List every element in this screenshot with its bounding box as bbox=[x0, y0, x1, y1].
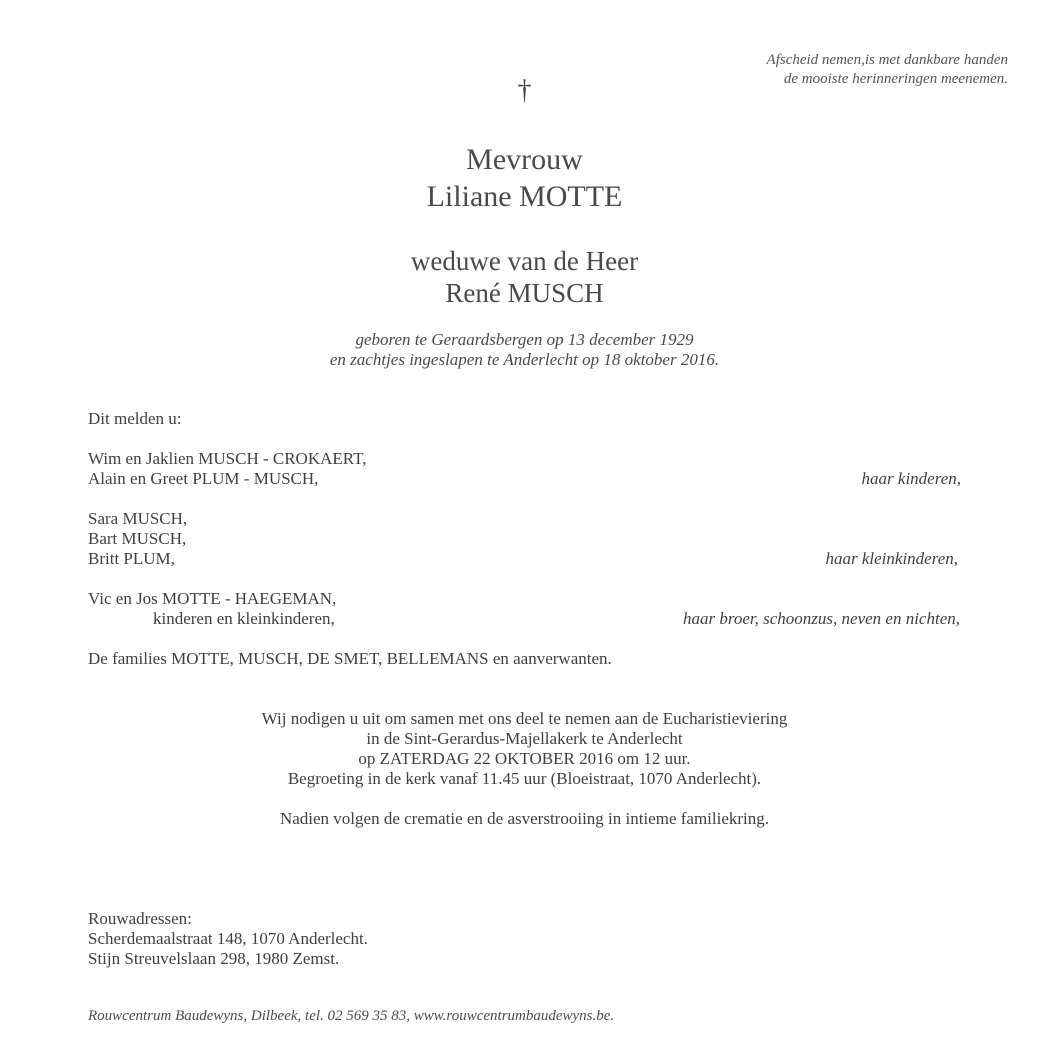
children-line-2: Alain en Greet PLUM - MUSCH, haar kinderen, bbox=[88, 469, 961, 488]
children-relation: haar kinderen, bbox=[861, 469, 961, 488]
addresses-label: Rouwadressen: bbox=[88, 909, 192, 928]
grandchild-line-3: Britt PLUM, haar kleinkinderen, bbox=[88, 549, 958, 568]
address-line-2: Stijn Streuvelslaan 298, 1980 Zemst. bbox=[88, 949, 340, 968]
invitation-line-3: op ZATERDAG 22 OKTOBER 2016 om 12 uur. bbox=[358, 749, 691, 768]
families-line: De families MOTTE, MUSCH, DE SMET, BELLEMANS en aanverwanten. bbox=[88, 649, 612, 668]
invitation-block bbox=[0, 709, 1049, 829]
spouse-name: René MUSCH bbox=[445, 278, 604, 308]
death-line: en zachtjes ingeslapen te Anderlecht op 18 oktober 2016. bbox=[329, 350, 720, 369]
invitation-line-4: Begroeting in de kerk vanaf 11.45 uur (Bloeistraat, 1070 Anderlecht). bbox=[287, 769, 762, 788]
brother-relation: haar broer, schoonzus, neven en nichten, bbox=[683, 609, 960, 628]
grandchild-line-1: Sara MUSCH, bbox=[88, 509, 188, 528]
grandchildren-relation: haar kleinkinderen, bbox=[825, 549, 958, 568]
invitation-line-1: Wij nodigen u uit om samen met ons deel te nemen aan de Eucharistieviering bbox=[261, 709, 788, 728]
birth-line: geboren te Geraardsbergen op 13 december 1929 bbox=[355, 330, 694, 349]
invitation-line-2: in de Sint-Gerardus-Majellakerk te Anderlecht bbox=[366, 729, 683, 748]
spouse-intro: weduwe van de Heer bbox=[410, 246, 639, 276]
deceased-title: Mevrouw bbox=[466, 143, 583, 176]
quote-line-1: Afscheid nemen,is met dankbare handen bbox=[766, 52, 1008, 68]
funeral-home-footer: Rouwcentrum Baudewyns, Dilbeek, tel. 02 569 35 83, www.rouwcentrumbaudewyns.be. bbox=[88, 1008, 615, 1024]
addresses-block bbox=[88, 909, 961, 969]
brother-line-1: Vic en Jos MOTTE - HAEGEMAN, bbox=[88, 589, 337, 608]
dates-block bbox=[0, 330, 1049, 370]
grandchild-line-2: Bart MUSCH, bbox=[88, 529, 187, 548]
intro-text: Dit melden u: bbox=[88, 409, 182, 428]
cross-icon: † bbox=[517, 75, 532, 106]
grandchildren-block bbox=[88, 509, 961, 569]
deceased-block bbox=[0, 141, 1049, 215]
address-line-1: Scherdemaalstraat 148, 1070 Anderlecht. bbox=[88, 929, 368, 948]
brother-block bbox=[88, 589, 961, 629]
brother-line-2: kinderen en kleinkinderen, haar broer, schoonzus, neven en nichten, bbox=[153, 609, 960, 628]
children-block bbox=[88, 449, 961, 489]
children-line-1: Wim en Jaklien MUSCH - CROKAERT, bbox=[88, 449, 367, 468]
cremation-line: Nadien volgen de crematie en de asverstrooiing in intieme familiekring. bbox=[279, 809, 770, 828]
quote-line-2: de mooiste herinneringen meenemen. bbox=[783, 71, 1008, 87]
deceased-name: Liliane MOTTE bbox=[426, 180, 623, 213]
spouse-block bbox=[0, 245, 1049, 309]
